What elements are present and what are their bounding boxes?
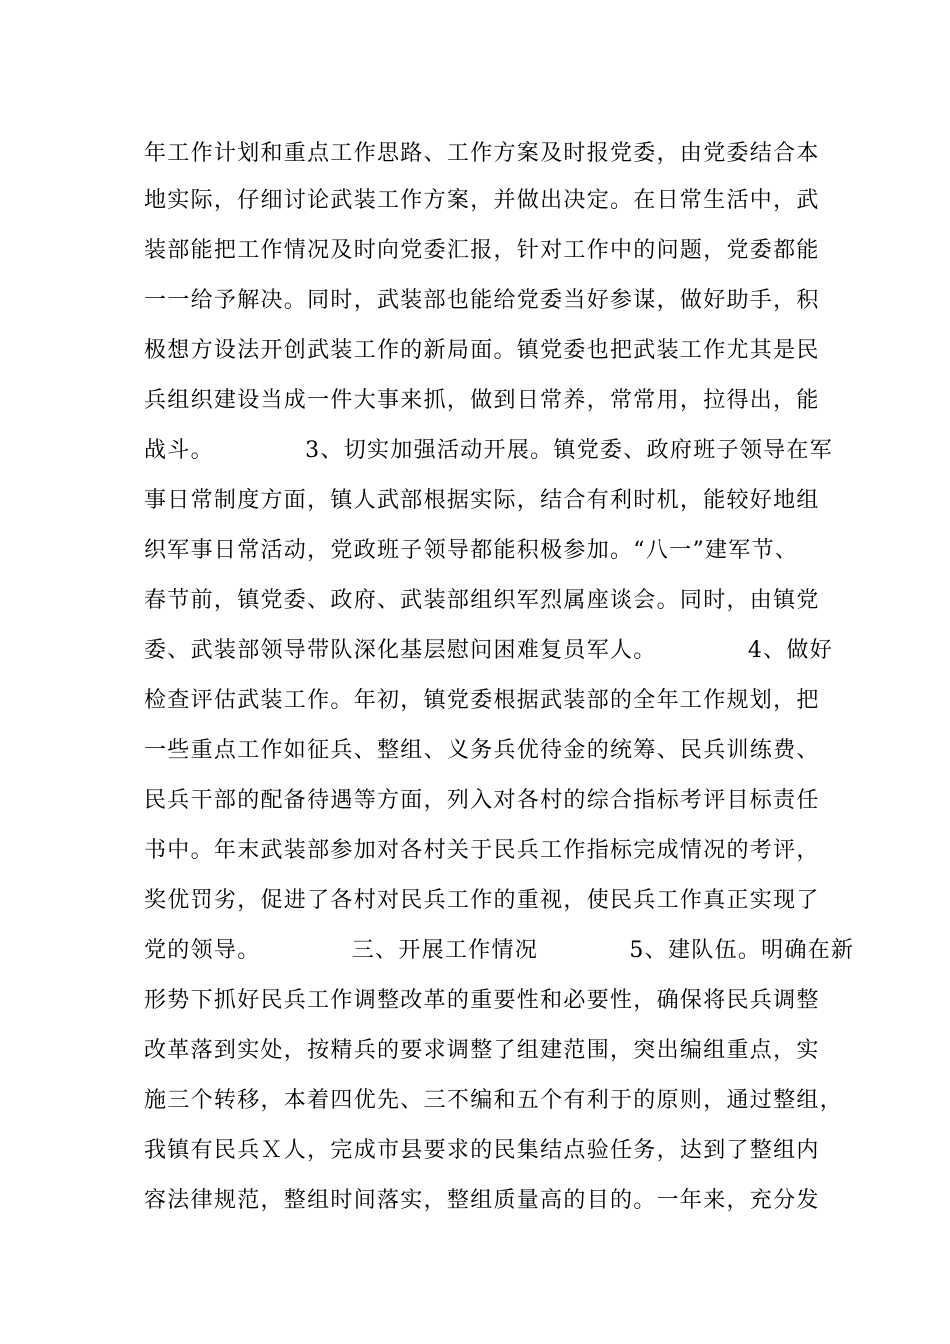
text-line: 党的领导。 三、开展工作情况 5、建队伍。明确在新 [144, 938, 855, 963]
text-line: 地实际，仔细讨论武装工作方案，并做出决定。在日常生活中，武 [144, 188, 820, 213]
text-line: 民兵干部的配备待遇等方面，列入对各村的综合指标考评目标责任 [144, 788, 820, 813]
text-line: 一些重点工作如征兵、整组、义务兵优待金的统筹、民兵训练费、 [144, 738, 820, 763]
text-line: 检查评估武装工作。年初，镇党委根据武装部的全年工作规划，把 [144, 688, 820, 713]
text-line: 委、武装部领导带队深化基层慰问困难复员军人。 4、做好 [144, 638, 834, 663]
text-line: 奖优罚劣，促进了各村对民兵工作的重视，使民兵工作真正实现了 [144, 888, 820, 913]
text-line: 我镇有民兵Ｘ人，完成市县要求的民集结点验任务，达到了整组内 [144, 1138, 820, 1163]
text-line: 春节前，镇党委、政府、武装部组织军烈属座谈会。同时，由镇党 [144, 588, 820, 613]
text-line: 兵组织建设当成一件大事来抓，做到日常养，常常用，拉得出，能 [144, 388, 820, 413]
text-line: 一一给予解决。同时，武装部也能给党委当好参谋，做好助手，积 [144, 288, 820, 313]
text-line: 书中。年末武装部参加对各村关于民兵工作指标完成情况的考评， [144, 838, 820, 863]
text-line: 容法律规范，整组时间落实，整组质量高的目的。一年来，充分发 [144, 1188, 820, 1213]
text-line: 改革落到实处，按精兵的要求调整了组建范围，突出编组重点，实 [144, 1038, 820, 1063]
text-line: 装部能把工作情况及时向党委汇报，针对工作中的问题，党委都能 [144, 238, 820, 263]
text-line: 战斗。 3、切实加强活动开展。镇党委、政府班子领导在军 [144, 438, 834, 463]
text-line: 年工作计划和重点工作思路、工作方案及时报党委，由党委结合本 [144, 141, 820, 166]
text-line: 形势下抓好民兵工作调整改革的重要性和必要性，确保将民兵调整 [144, 988, 820, 1013]
text-line: 织军事日常活动，党政班子领导都能积极参加。“八一”建军节、 [144, 538, 799, 563]
text-line: 极想方设法开创武装工作的新局面。镇党委也把武装工作尤其是民 [144, 338, 820, 363]
text-line: 施三个转移，本着四优先、三不编和五个有利于的原则，通过整组， [144, 1088, 844, 1113]
text-line: 事日常制度方面，镇人武部根据实际，结合有利时机，能较好地组 [144, 488, 820, 513]
